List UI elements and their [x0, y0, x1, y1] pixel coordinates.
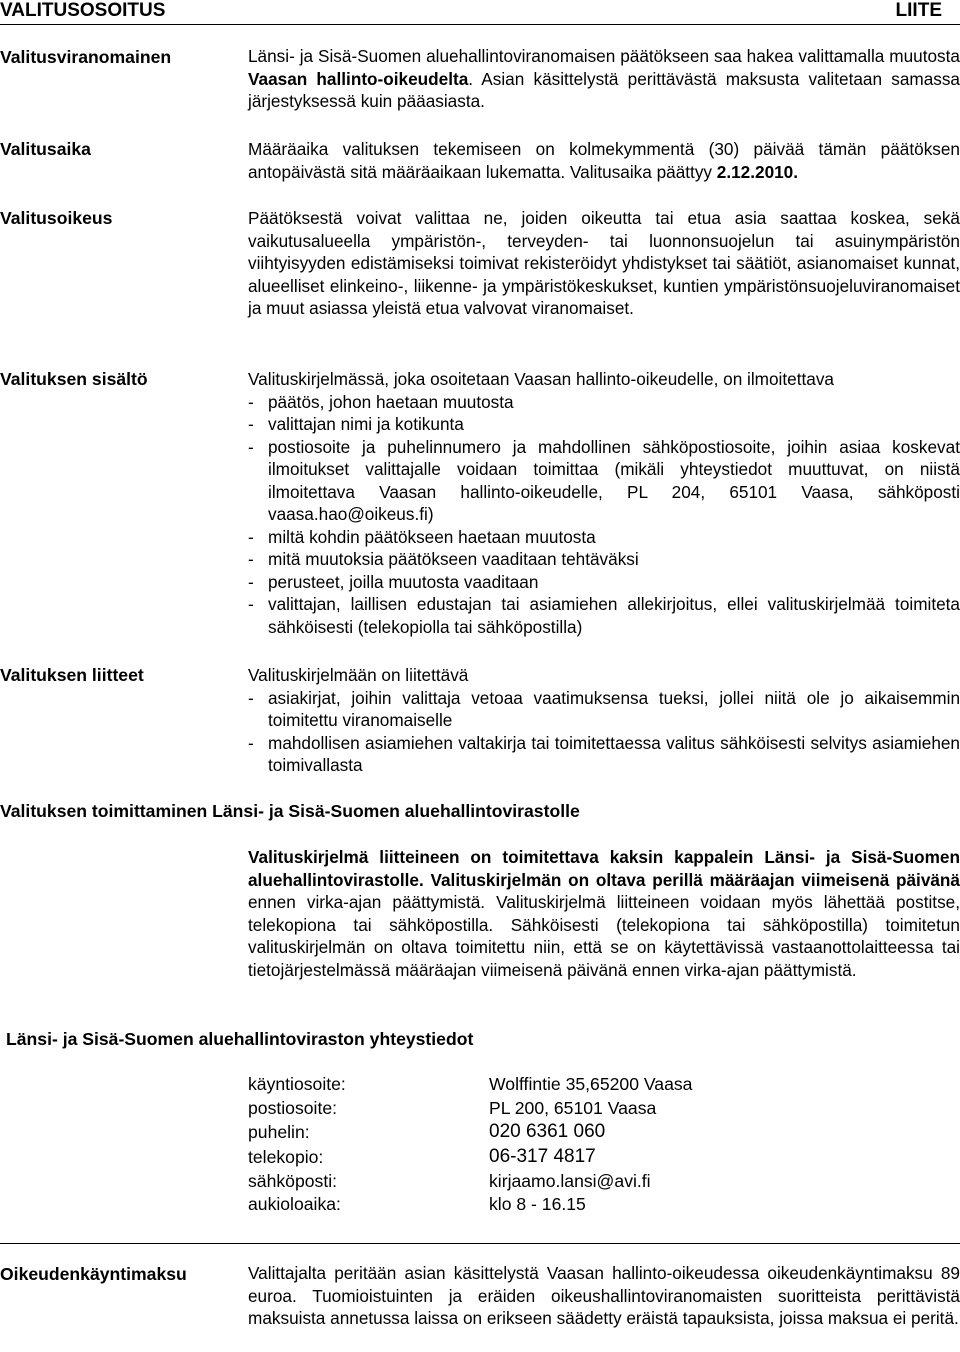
text-suffix: . Asian käsittelystä perittävästä maksusta valitetaan samassa järjestyksessä kuin pääasiasta. [248, 68, 960, 111]
delivery-bold-1: Valituskirjelmä liitteineen on toimitettava kaksin kappalein Länsi- ja Sisä-Suomen aluehallintovirastolle. [248, 847, 960, 890]
delivery-bold-2: Valituskirjelmän on oltava perillä määräajan viimeisenä päivänä [423, 869, 960, 890]
contact-key: sähköposti: [248, 1171, 337, 1191]
list-item: - perusteet, joilla muutosta vaaditaan [248, 571, 960, 594]
section-text-valitusaika [248, 138, 960, 183]
contact-value: kirjaamo.lansi@avi.fi [489, 1171, 651, 1191]
section-label-valitusviranomainen: Valitusviranomainen [0, 47, 172, 67]
section-label-valituksen-sisalto: Valituksen sisältö [0, 369, 148, 389]
contact-key: käyntiosoite: [248, 1074, 346, 1094]
contact-key: puhelin: [248, 1122, 310, 1142]
header-rule [0, 24, 960, 25]
section-text-valituksen-liitteet [248, 664, 960, 777]
attachments-intro: Valituskirjelmään on liitettävä [248, 665, 469, 685]
attachment-label: LIITE [895, 0, 942, 21]
attachments-list [248, 687, 960, 777]
text-prefix: Länsi- ja Sisä-Suomen aluehallintoviranomaisen päätökseen saa hakea valittamalla muutosta [248, 46, 960, 66]
section-text-toimittaminen [248, 846, 960, 981]
contact-value: klo 8 - 16.15 [489, 1194, 586, 1214]
section-text-valituksen-sisalto [248, 368, 960, 638]
list-item: - mahdollisen asiamiehen valtakirja tai toimitettaessa valitus sähköisesti selvitys asiamiehen toimivallasta [248, 732, 960, 777]
contact-key: postiosoite: [248, 1098, 337, 1118]
contact-value: 06-317 4817 [489, 1146, 596, 1167]
section-label-oikeudenkayntimaksu: Oikeudenkäyntimaksu [0, 1264, 187, 1284]
section-heading-yhteystiedot: Länsi- ja Sisä-Suomen aluehallintoviraston yhteystiedot [6, 1029, 474, 1049]
list-item: - valittajan nimi ja kotikunta [248, 413, 960, 436]
footer-rule [0, 1243, 960, 1244]
list-item: - valittajan, laillisen edustajan tai asiamiehen allekirjoitus, ellei valituskirjelmää toimiteta sähköisesti (telekopiolla tai sähköpostilla) [248, 593, 960, 638]
deadline-date: 2.12.2010. [716, 161, 799, 182]
contact-key: telekopio: [248, 1147, 324, 1167]
list-item: - asiakirjat, joihin valittaja vetoaa vaatimuksensa tueksi, jollei niitä ole jo aikaisemmin toimitettu viranomaiselle [248, 687, 960, 732]
section-text-valitusoikeus: Päätöksestä voivat valittaa ne, joiden oikeutta tai etua asia saattaa koskea, sekä vaikutusalueella ympäristön-, terveyden- tai luonnonsuojelun tai asuinympäristön viihtyisyyden edistämiseksi toimivat rekisteröidyt yhdistykset tai säätiöt, asianomaiset kunnat, alueelliset elinkeino-, liikenne- ja ympäristökeskukset, kuntien ympäristönsuojeluviranomaiset ja muut asiassa yleistä etua valvovat viranomaiset. [248, 208, 960, 318]
contact-value: Wolffintie 35,65200 Vaasa [489, 1074, 693, 1094]
delivery-rest: ennen virka-ajan päättymistä. Valituskirjelmä liitteineen voidaan myös lähettää postitse, telekopiona tai sähköpostilla. Sähköisesti (telekopiona tai sähköpostilla) toimitetun valituskirjelmän on oltava toimitettu niin, että se on käytettävissä vastaanottolaitteessa tai tietojärjestelmässä määräajan viimeisenä päivänä ennen virka-ajan päättymistä. [248, 892, 960, 980]
content-requirements-list [248, 391, 960, 639]
contact-value: PL 200, 65101 Vaasa [489, 1098, 657, 1118]
section-text-oikeudenkayntimaksu: Valittajalta peritään asian käsittelystä Vaasan hallinto-oikeudessa oikeudenkäyntimaksu 89 euroa. Tuomioistuinten ja eräiden oikeushallintoviranomaisten suoritteista perittävistä maksuista annetussa laissa on erikseen säädetty eräistä tapauksista, joissa maksua ei peritä. [248, 1263, 960, 1328]
section-heading-toimittaminen: Valituksen toimittaminen Länsi- ja Sisä-Suomen aluehallintovirastolle [0, 801, 580, 821]
contact-value: 020 6361 060 [489, 1121, 606, 1142]
list-item: - miltä kohdin päätökseen haetaan muutosta [248, 526, 960, 549]
list-item: - postiosoite ja puhelinnumero ja mahdollinen sähköpostiosoite, joihin asiaa koskevat ilmoitukset valittajalle voidaan toimittaa (mikäli yhteystiedot muuttuvat, on niistä ilmoitettava Vaasan hallinto-oikeudelle, PL 204, 65101 Vaasa, sähköposti vaasa.hao@oikeus.fi) [248, 436, 960, 526]
list-item: - päätös, johon haetaan muutosta [248, 391, 960, 414]
document-title: VALITUSOSOITUS [0, 0, 166, 21]
court-name: Vaasan hallinto-oikeudelta [248, 68, 469, 89]
deadline-text: Määräaika valituksen tekemiseen on kolmekymmentä (30) päivää tämän päätöksen antopäivästä sitä määräaikaan lukematta. Valitusaika päättyy [248, 139, 960, 182]
section-text-valitusviranomainen [248, 45, 960, 113]
section-label-valitusoikeus: Valitusoikeus [0, 208, 113, 228]
contact-key: aukioloaika: [248, 1194, 341, 1214]
section-label-valituksen-liitteet: Valituksen liitteet [0, 665, 144, 685]
content-intro: Valituskirjelmässä, joka osoitetaan Vaasan hallinto-oikeudelle, on ilmoitettava [248, 369, 834, 389]
section-label-valitusaika: Valitusaika [0, 139, 91, 159]
list-item: - mitä muutoksia päätökseen vaaditaan tehtäväksi [248, 548, 960, 571]
